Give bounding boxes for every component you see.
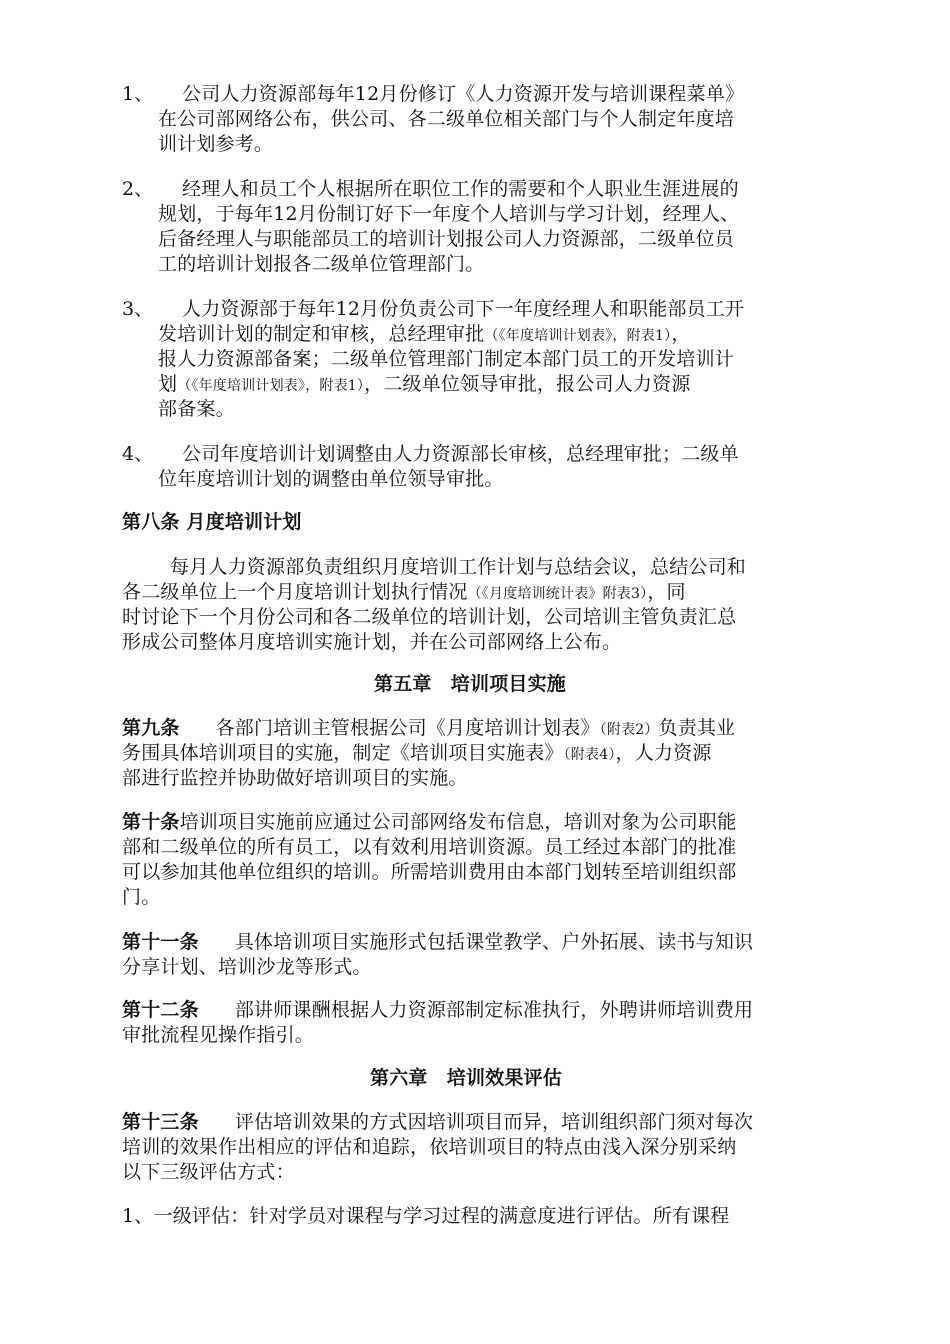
list-number: 1、 — [122, 83, 154, 105]
text-run-small: （附表4） — [563, 747, 616, 763]
paragraph-line — [122, 741, 712, 767]
paragraph-line: 可以参加其他单位组织的培训。所需培训费用由本部门划转至培训组织部 — [122, 861, 737, 883]
paragraph-line — [158, 322, 691, 348]
text-run: ，二级单位领导审批，报公司人力资源 — [364, 373, 691, 395]
paragraph-line: 1、一级评估：针对学员对课程与学习过程的满意度进行评估。所有课程 — [122, 1205, 730, 1227]
article-label: 第十二条 — [122, 999, 199, 1021]
paragraph-line: 人力资源部于每年12月份负责公司下一年度经理人和职能部员工开 — [182, 298, 745, 320]
paragraph-line: 在公司部网络公布，供公司、各二级单位相关部门与个人制定年度培 — [158, 108, 735, 130]
list-number: 2、 — [122, 178, 154, 200]
paragraph-line: 工的培训计划报各二级单位管理部门。 — [158, 253, 485, 275]
text-run: 发培训计划的制定和审核，总经理审批 — [158, 323, 485, 345]
text-run: 负责其业 — [658, 717, 736, 739]
text-run-small: （《年度培训计划表》，附表1） — [177, 378, 365, 394]
paragraph-line: 规划，于每年12月份制订好下一年度个人培训与学习计划，经理人、 — [158, 203, 740, 225]
paragraph-line: 部备案。 — [158, 398, 235, 420]
text-run: ， — [671, 323, 691, 345]
paragraph-line — [122, 810, 736, 834]
article-label: 第十三条 — [122, 1111, 199, 1133]
article-label: 第九条 — [122, 717, 180, 739]
text-run-small: （附表2） — [599, 722, 659, 738]
paragraph-line: 时讨论下一个月份公司和各二级单位的培训计划，公司培训主管负责汇总 — [122, 606, 737, 628]
text-run: ，人力资源 — [615, 742, 712, 764]
text-run: 培训项目实施前应通过公司部网络发布信息，培训对象为公司职能 — [179, 811, 737, 833]
paragraph-line: 审批流程见操作指引。 — [122, 1024, 315, 1046]
paragraph-line: 后备经理人与职能部员工的培训计划报公司人力资源部，二级单位员 — [158, 228, 735, 250]
chapter-heading: 第六章 培训效果评估 — [370, 1067, 563, 1089]
paragraph-line — [122, 998, 753, 1022]
text-run: ，同 — [647, 581, 686, 603]
paragraph-line: 经理人和员工个人根据所在职位工作的需要和个人职业生涯进展的 — [182, 178, 739, 200]
paragraph-line: 分享计划、培训沙龙等形式。 — [122, 956, 372, 978]
text-run: 划 — [158, 373, 178, 395]
paragraph-line: 训计划参考。 — [158, 133, 274, 155]
paragraph-line — [122, 930, 753, 954]
text-run: 部讲师课酬根据人力资源部制定标准执行，外聘讲师培训费用 — [234, 999, 754, 1021]
article-label: 第十一条 — [122, 931, 199, 953]
text-run: 务围具体培训项目的实施，制定《培训项目实施表》 — [122, 742, 564, 764]
list-number: 3、 — [122, 298, 154, 320]
paragraph-line: 公司人力资源部每年12月份修订《人力资源开发与培训课程菜单》 — [182, 83, 745, 105]
paragraph-line: 门。 — [122, 886, 161, 908]
paragraph-line — [122, 1110, 753, 1134]
paragraph-line: 位年度培训计划的调整由单位领导审批。 — [158, 468, 504, 490]
text-run-small: （《年度培训计划表》，附表1） — [484, 328, 672, 344]
paragraph-line: 以下三级评估方式： — [122, 1161, 295, 1183]
paragraph-line — [158, 372, 691, 398]
article-heading: 第八条 月度培训计划 — [122, 511, 302, 533]
text-run: 各二级单位上一个月度培训计划执行情况 — [122, 581, 468, 603]
text-run: 各部门培训主管根据公司《月度培训计划表》 — [215, 717, 600, 739]
paragraph-line: 部和二级单位的所有员工，以有效利用培训资源。员工经过本部门的批准 — [122, 836, 737, 858]
paragraph-line: 公司年度培训计划调整由人力资源部长审核，总经理审批；二级单 — [182, 443, 739, 465]
text-run-small: （《月度培训统计表》附表3） — [467, 586, 648, 602]
text-run: 具体培训项目实施形式包括课堂教学、户外拓展、读书与知识 — [234, 931, 754, 953]
article-label: 第十条 — [122, 811, 180, 833]
list-number: 4、 — [122, 443, 154, 465]
paragraph-line: 报人力资源部备案；二级单位管理部门制定本部门员工的开发培训计 — [158, 348, 735, 370]
paragraph-line — [122, 580, 686, 606]
text-run: 评估培训效果的方式因培训项目而异，培训组织部门须对每次 — [234, 1111, 754, 1133]
chapter-heading: 第五章 培训项目实施 — [374, 673, 567, 695]
paragraph-line: 每月人力资源部负责组织月度培训工作计划与总结会议，总结公司和 — [170, 556, 747, 578]
paragraph-line: 部进行监控并协助做好培训项目的实施。 — [122, 767, 468, 789]
paragraph-line — [122, 716, 735, 742]
paragraph-line: 培训的效果作出相应的评估和追踪，依培训项目的特点由浅入深分别采纳 — [122, 1136, 737, 1158]
paragraph-line: 形成公司整体月度培训实施计划，并在公司部网络上公布。 — [122, 631, 622, 653]
